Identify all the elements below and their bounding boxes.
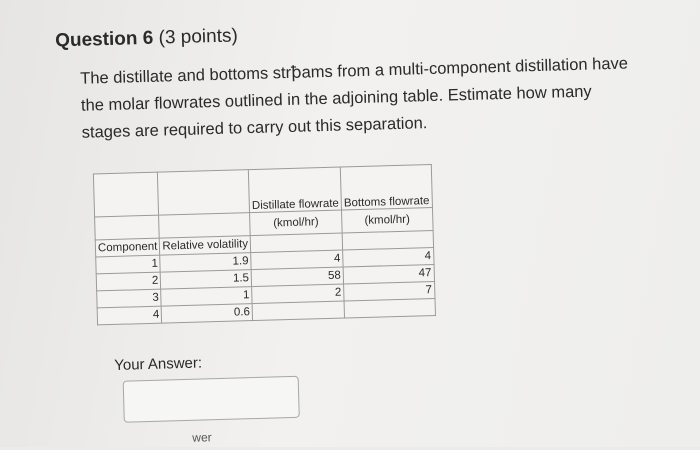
header-bottoms: Bottoms flowrate <box>340 165 432 211</box>
bottoms-cell <box>344 298 435 318</box>
component-cell: 3 <box>97 289 162 308</box>
bottoms-cell: 4 <box>343 247 434 267</box>
volatility-cell: 1.5 <box>161 270 252 290</box>
component-cell: 4 <box>97 306 162 325</box>
distillate-cell: 2 <box>252 284 344 304</box>
distillate-cell: 58 <box>251 267 343 287</box>
bottoms-unit: (kmol/hr) <box>342 208 433 234</box>
header-distillate: Distillate flowrate <box>248 167 341 213</box>
header-empty-cell <box>158 170 250 216</box>
volatility-cell: 1 <box>161 287 252 307</box>
header-empty-cell <box>93 172 159 217</box>
question-number: Question 6 <box>54 27 154 52</box>
question-points: (3 points) <box>158 25 239 49</box>
answer-label: Your Answer: <box>114 354 203 374</box>
header-component: Component <box>95 238 160 257</box>
volatility-cell: 0.6 <box>162 304 253 324</box>
component-cell: 2 <box>96 272 161 291</box>
header-empty-cell <box>95 215 160 240</box>
distillate-unit: (kmol/hr) <box>250 210 343 236</box>
volatility-cell: 1.9 <box>160 253 251 273</box>
truncated-text: wer <box>192 430 212 445</box>
bottoms-cell: 47 <box>343 264 434 284</box>
question-text: The distillate and bottoms strꝥams from a multi-component distillation have the molar flowrates outlined in the adjoining table. Estimate how many stages are required to carry out this separation. <box>79 54 629 142</box>
header-relative-volatility: Relative volatility <box>160 236 251 256</box>
component-cell: 1 <box>96 255 161 274</box>
answer-input[interactable] <box>123 376 300 423</box>
bottoms-cell: 7 <box>344 281 435 301</box>
flowrate-table <box>93 164 436 325</box>
header-empty-cell <box>159 213 250 239</box>
distillate-cell: 4 <box>251 250 343 270</box>
question-title <box>55 25 238 52</box>
distillate-cell <box>252 301 344 321</box>
